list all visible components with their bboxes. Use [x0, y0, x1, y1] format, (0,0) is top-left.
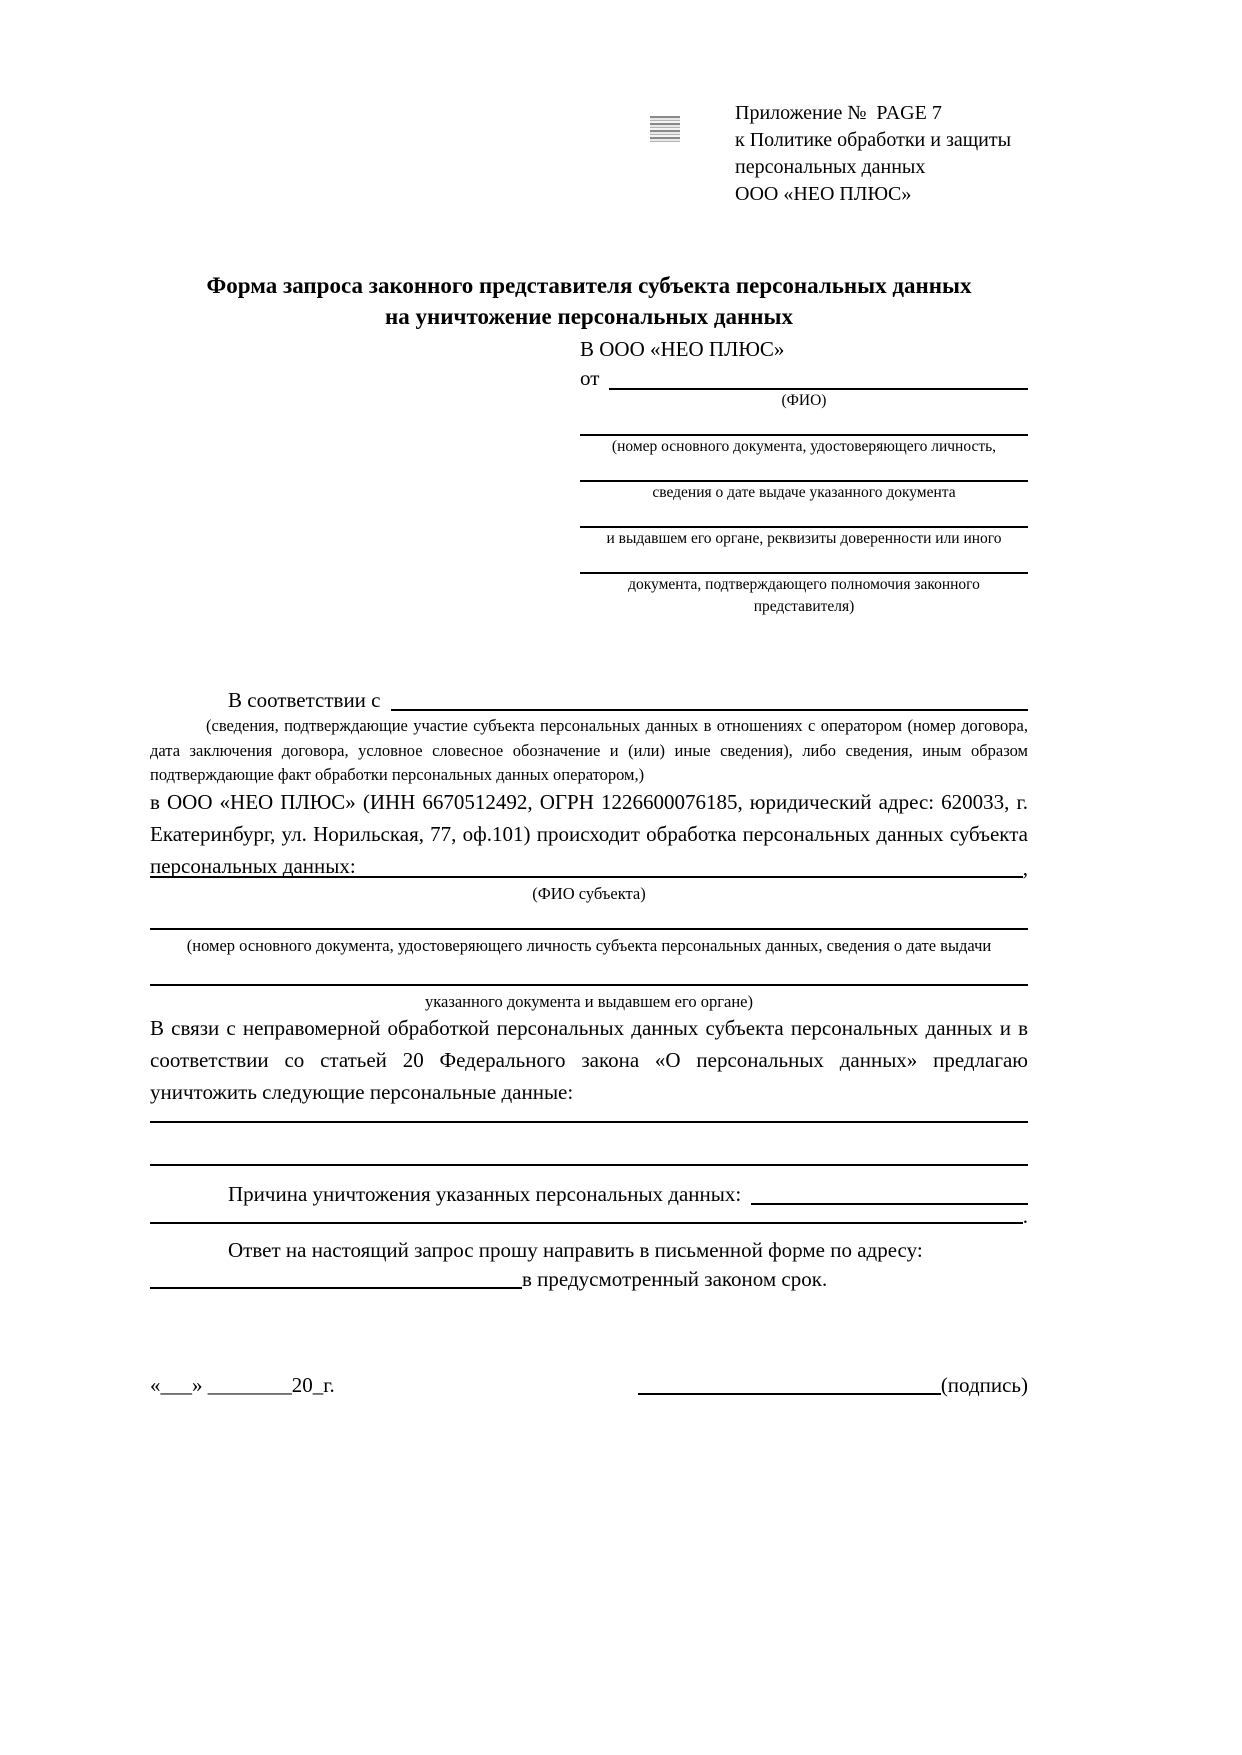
in-accordance-row — [150, 686, 1028, 714]
blank-line — [580, 560, 1028, 574]
data-to-destroy-blank-line-1 — [150, 1103, 1028, 1123]
reason-blank-line — [751, 1180, 1028, 1205]
document-number-field — [580, 422, 1028, 458]
blank-line — [580, 514, 1028, 528]
fio-blank-line — [609, 366, 1028, 390]
addressee-to: В ООО «НЕО ПЛЮС» — [580, 337, 785, 361]
issue-date-field — [580, 468, 1028, 504]
addressee-from-row — [580, 366, 1028, 390]
authority-document-field — [580, 560, 1028, 618]
subject-document-caption: (номер основного документа, удостоверяющего личность субъекта персональных данных, сведения о дате выдачи — [186, 936, 992, 955]
blank-line-caption: (номер основного документа, удостоверяющего личность, — [611, 438, 997, 455]
in-accordance-label: В соответствии с — [228, 688, 381, 712]
appendix-header-line: ООО «НЕО ПЛЮС» — [735, 183, 912, 205]
reason-label: Причина уничтожения указанных персональных данных: — [228, 1182, 742, 1206]
subject-document-blank-line — [150, 910, 1028, 930]
operator-paragraph: в ООО «НЕО ПЛЮС» (ИНН 6670512492, ОГРН 1226600076185, юридический адрес: 620033, г. Екатеринбург, ул. Норильская, 77, оф.101) происходит обработка персональных данных субъекта персональных данных: — [150, 790, 1028, 878]
blank-line-caption: документа, подтверждающего полномочия законного представителя) — [628, 576, 980, 615]
blank-line-caption: и выдавшем его органе, реквизиты доверенности или иного — [606, 530, 1002, 547]
subject-fio-caption: (ФИО субъекта) — [532, 884, 646, 903]
subject-authority-caption: указанного документа и выдавшем его органе) — [425, 992, 753, 1011]
document-title-line-1: Форма запроса законного представителя субъекта персональных данных — [206, 273, 972, 298]
appendix-header-line: к Политике обработки и защиты — [735, 129, 1012, 151]
addressee-block — [580, 334, 1028, 618]
appendix-header-line: персональных данных — [735, 156, 926, 178]
response-suffix: в предусмотренный законом срок. — [522, 1267, 828, 1291]
document-title-line-2: на уничтожение персональных данных — [385, 304, 793, 329]
embedded-image-icon — [650, 116, 680, 142]
data-to-destroy-blank-line-2 — [150, 1146, 1028, 1166]
subject-authority-blank-line — [150, 966, 1028, 986]
response-request-line: Ответ на настоящий запрос прошу направить в письменной форме по адресу: — [228, 1238, 923, 1262]
reason-row — [150, 1180, 1028, 1208]
subject-fio-row — [150, 858, 1028, 878]
signature-caption: (подпись) — [940, 1373, 1028, 1397]
appendix-header-line: Приложение № PAGE 7 — [735, 102, 942, 124]
date-line: «___» ________20_г. — [150, 1373, 335, 1397]
fine-print-note: (сведения, подтверждающие участие субъекта персональных данных в отношениях с оператором (номер договора, дата заключения договора, условное словесное обозначение и (или) иные сведения), либо сведения, иным образом подтверждающие факт обработки персональных данных оператором,) — [150, 716, 1028, 784]
reason-continuation-row — [150, 1204, 1028, 1228]
address-blank-line — [150, 1266, 522, 1289]
fio-caption: (ФИО) — [781, 392, 827, 409]
accordance-blank-line — [391, 686, 1029, 711]
document-title — [150, 270, 1028, 332]
destruction-paragraph: В связи с неправомерной обработкой персональных данных субъекта персональных данных и в соответствии со статьей 20 Федерального закона «О персональных данных» предлагаю уничтожить следующие персональные данные: — [150, 1016, 1028, 1104]
appendix-header — [735, 100, 1011, 208]
response-address-row — [150, 1266, 1028, 1292]
signature-group — [638, 1372, 1028, 1398]
subject-fio-blank-line — [150, 858, 1023, 878]
trailing-comma: , — [1022, 856, 1028, 880]
footer-row — [150, 1372, 1028, 1398]
issuing-authority-field — [580, 514, 1028, 550]
signature-blank-line — [638, 1372, 941, 1395]
blank-line — [580, 468, 1028, 482]
blank-line-caption: сведения о дате выдаче указанного документа — [652, 484, 956, 501]
blank-line — [580, 422, 1028, 436]
from-label: от — [580, 366, 600, 390]
reason-continuation-blank-line — [150, 1206, 1023, 1224]
trailing-period: . — [1022, 1204, 1028, 1228]
